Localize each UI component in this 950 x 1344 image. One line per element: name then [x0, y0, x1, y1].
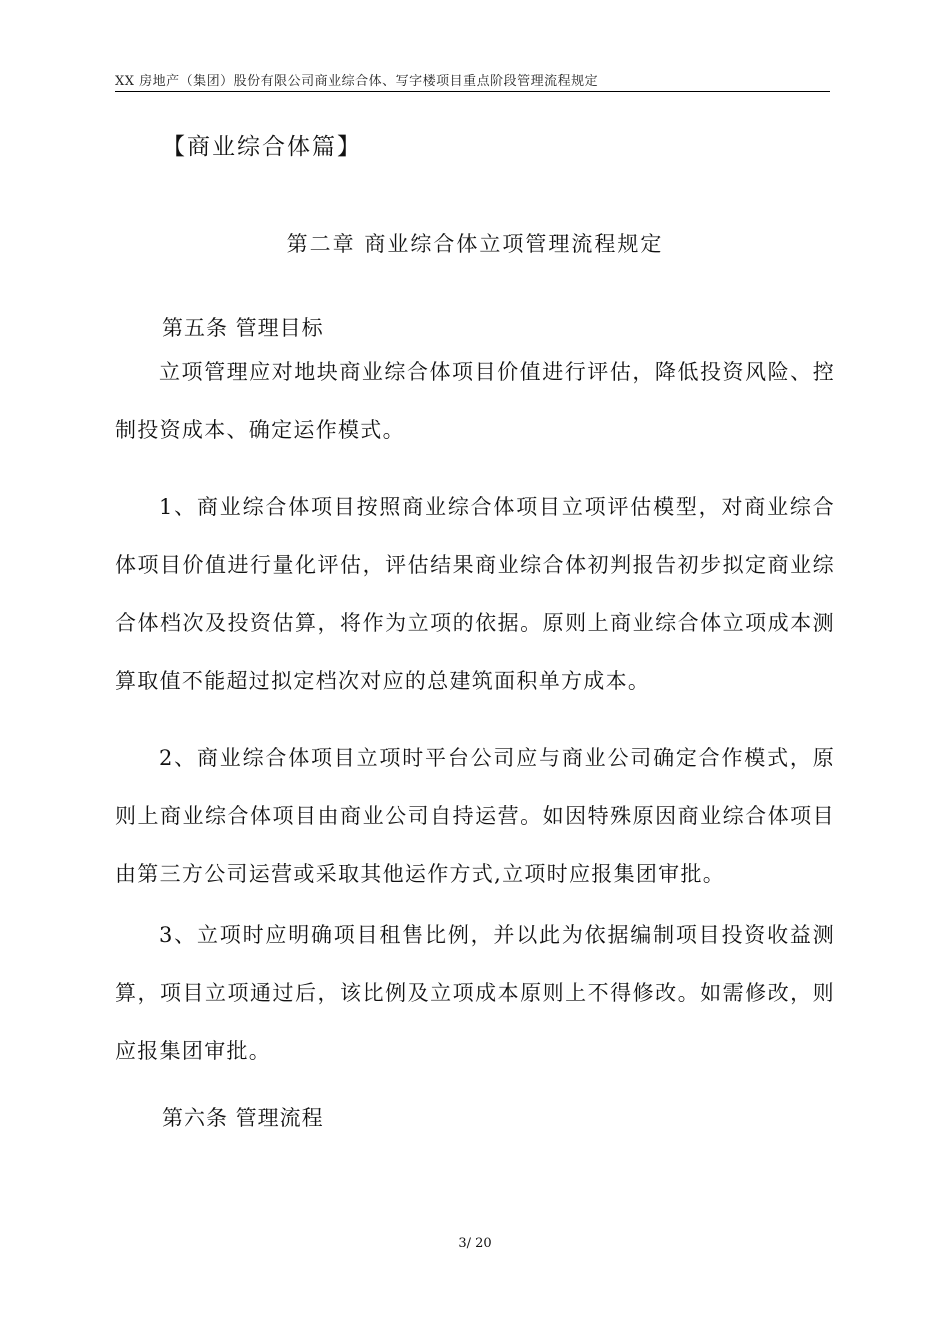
- page-header: XX 房地产（集团）股份有限公司商业综合体、写字楼项目重点阶段管理流程规定: [115, 70, 830, 92]
- paragraph-objective: 立项管理应对地块商业综合体项目价值进行评估，降低投资风险、控制投资成本、确定运作模式。: [115, 360, 835, 442]
- section-title: 【商业综合体篇】: [162, 134, 362, 160]
- article-6-title: 第六条 管理流程: [162, 1106, 324, 1130]
- paragraph-item-1: 1、商业综合体项目按照商业综合体项目立项评估模型，对商业综合体项目价值进行量化评估，评估结果商业综合体初判报告初步拟定商业综合体档次及投资估算，将作为立项的依据。原则上商业综合体立项成本测算取值不能超过拟定档次对应的总建筑面积单方成本。: [115, 495, 835, 693]
- page-number: 3/ 20: [458, 1236, 492, 1251]
- paragraph-item-3: 3、立项时应明确项目租售比例，并以此为依据编制项目投资收益测算，项目立项通过后，该比例及立项成本原则上不得修改。如需修改，则应报集团审批。: [115, 923, 835, 1063]
- article-5-title: 第五条 管理目标: [162, 316, 324, 340]
- chapter-title: 第二章 商业综合体立项管理流程规定: [286, 232, 664, 256]
- paragraph-item-2: 2、商业综合体项目立项时平台公司应与商业公司确定合作模式，原则上商业综合体项目由商业公司自持运营。如因特殊原因商业综合体项目由第三方公司运营或采取其他运作方式,立项时应报集团审批。: [115, 746, 835, 886]
